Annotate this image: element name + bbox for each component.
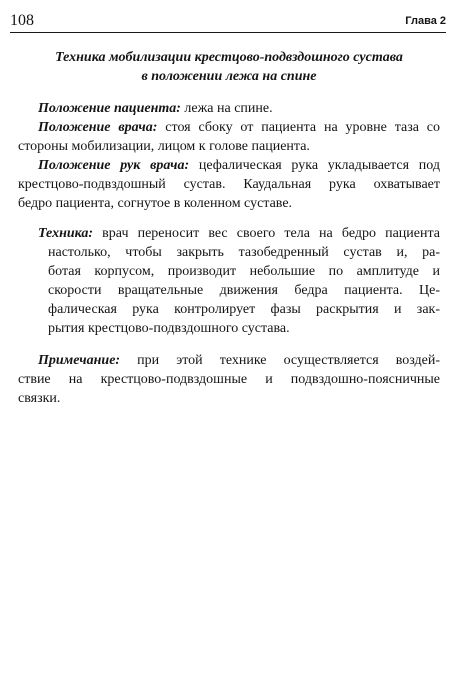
doctor-position-line-2: стороны мобилизации, лицом к голове пациента. (18, 139, 310, 154)
note-paragraph (38, 351, 440, 370)
page-number: 108 (10, 12, 34, 29)
note-line-1: при этой технике осуществляется воздей- (120, 353, 440, 368)
chapter-label: Глава 2 (405, 15, 446, 27)
section-title-line-2: в положении лежа на спине (141, 69, 317, 84)
page-header (10, 8, 446, 33)
technique-line-6: рытия крестцово-подвздошного сустава. (48, 321, 290, 336)
technique-line-5: фалическая рука контролирует фазы раскрытия и зак- (48, 302, 440, 317)
patient-position-text: лежа на спине. (180, 101, 273, 116)
hands-position-line-1: цефалическая рука укладывается под (189, 158, 441, 173)
note-label: Примечание: (38, 353, 121, 368)
note-line-3: связки. (18, 391, 61, 406)
patient-position-paragraph (38, 99, 440, 118)
technique-label: Техника: (38, 226, 94, 241)
section-title-line-1: Техника мобилизации крестцово-подвздошного сустава (55, 50, 403, 65)
hands-position-paragraph (38, 156, 440, 175)
hands-position-line-2: крестцово-подвздошный сустав. Каудальная рука охватывает (18, 177, 440, 192)
hands-position-paragraph-cont (18, 175, 440, 213)
section-title (14, 48, 444, 86)
technique-line-3: ботая корпусом, производит небольшие по амплитуде и (48, 264, 440, 279)
note-paragraph-cont (18, 370, 440, 408)
doctor-position-paragraph (38, 118, 440, 137)
hands-position-line-3: бедро пациента, согнутое в коленном суставе. (18, 196, 293, 211)
doctor-position-label: Положение врача: (38, 120, 158, 135)
doctor-position-paragraph-cont (18, 137, 440, 156)
doctor-position-line-1: стоя сбоку от пациента на уровне таза со (157, 120, 441, 135)
technique-line-1: врач переносит вес своего тела на бедро пациента (93, 226, 440, 241)
hands-position-label: Положение рук врача: (38, 158, 190, 173)
technique-line-4: скорости вращательные движения бедра пациента. Це- (48, 283, 440, 298)
technique-paragraph (38, 224, 440, 243)
patient-position-label: Положение пациента: (38, 101, 181, 116)
note-line-2: ствие на крестцово-подвздошные и подвздошно-поясничные (18, 372, 440, 387)
technique-paragraph-cont (48, 243, 440, 338)
technique-line-2: настолько, чтобы закрыть тазобедренный сустав и, ра- (48, 245, 440, 260)
